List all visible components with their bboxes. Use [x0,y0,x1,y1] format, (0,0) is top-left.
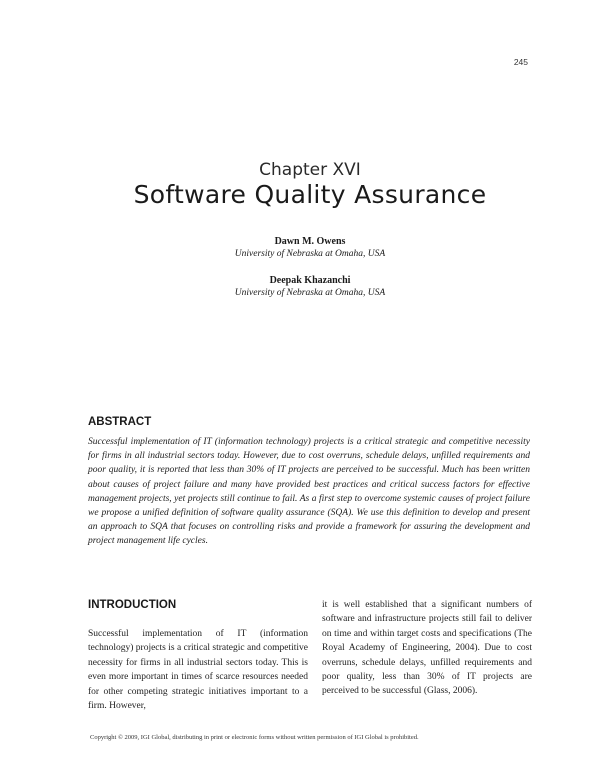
chapter-label: Chapter XVI [259,160,361,180]
author-affiliation: University of Nebraska at Omaha, USA [234,249,386,259]
author-name: Deepak Khazanchi [269,275,351,286]
introduction-text-right: it is well established that a significant numbers of software and infrastructure projects still fail to deliver on time and within target costs and specifications (The Royal Academy of Engineering, 2004). Due to cost overruns, schedule delays, unfilled requirements and poor quality, less than 30% of IT projects are perceived to be successful (Glass, 2006). [322,600,532,697]
page-number: 245 [513,57,528,67]
introduction-heading: INTRODUCTION [88,599,177,611]
abstract-heading: ABSTRACT [88,416,152,428]
copyright-notice: Copyright © 2009, IGI Global, distributing in print or electronic forms without written permission of IGI Global is prohibited. [90,734,419,741]
author-affiliation: University of Nebraska at Omaha, USA [234,288,386,298]
chapter-title: Software Quality Assurance [133,180,487,209]
author-name: Dawn M. Owens [274,236,346,247]
introduction-text-left: Successful implementation of IT (information technology) projects is a critical strategic and competitive necessity for firms in all industrial sectors today. This is even more important in times of scarce resources needed for other competing strategic initiatives important to a firm. However, [88,629,308,712]
abstract-body: Successful implementation of IT (information technology) projects is a critical strategic and competitive necessity for firms in all industrial sectors today. However, due to cost overruns, schedule delays, unfilled requirements and poor quality, it is reported that less than 30% of IT projects are perceived to be successful. Much has been written about causes of project failure and many have provided best practices and critical success factors for effective management projects, yet projects still continue to fail. As a first step to overcome systemic causes of project failure we propose a unified definition of software quality assurance (SQA). We use this definition to develop and present an approach to SQA that focuses on controlling risks and provide a framework for assuring the development and project management life cycles. [88,437,530,547]
author-block [0,275,600,298]
author-block [0,236,600,259]
